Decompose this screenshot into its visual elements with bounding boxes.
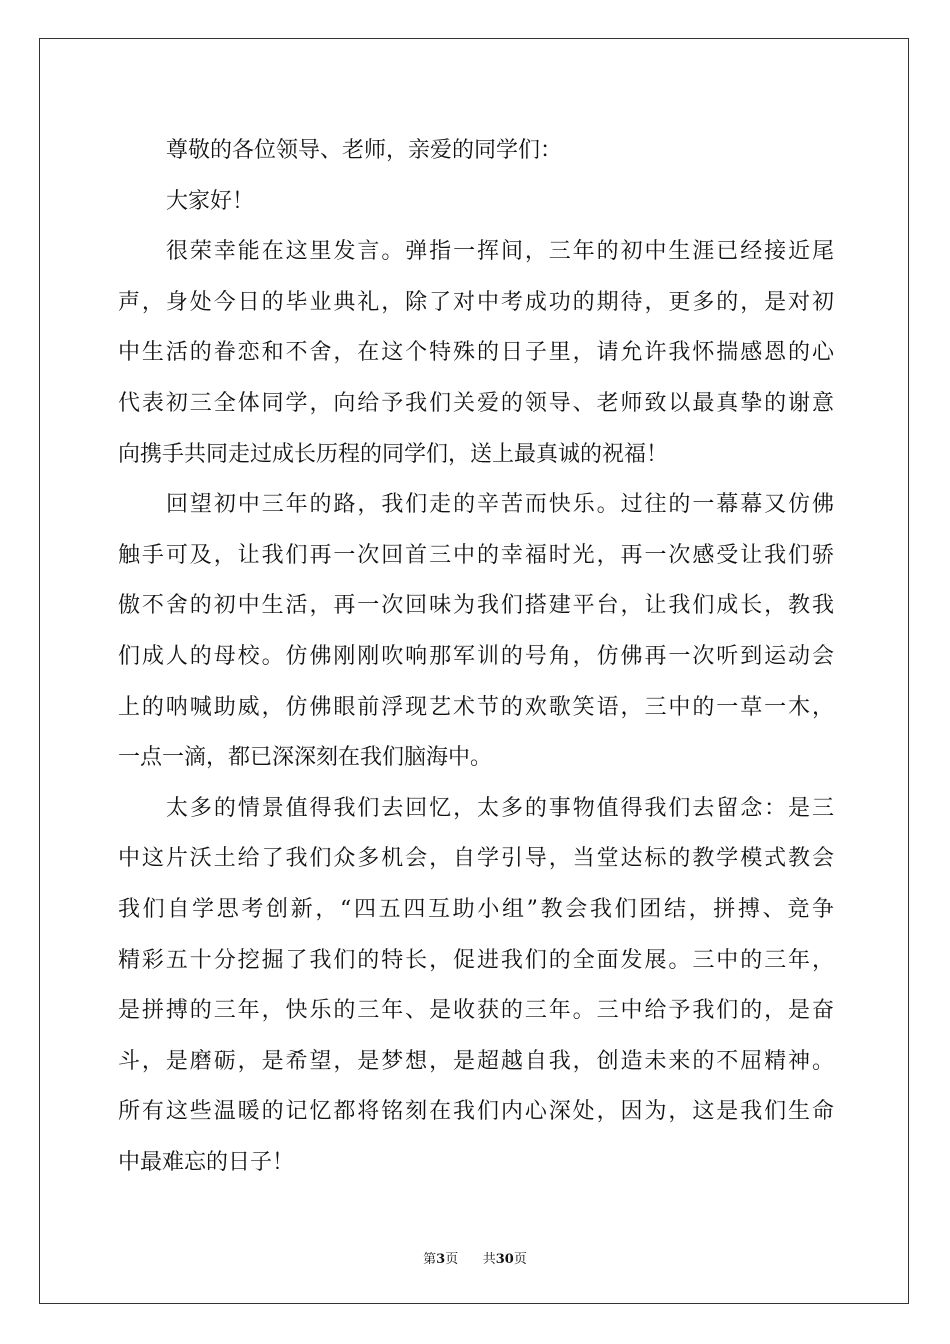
paragraph-line: 们成人的母校。仿佛刚刚吹响那军训的号角，仿佛再一次听到运动会 bbox=[118, 643, 834, 669]
paragraph-line: 一点一滴，都已深深刻在我们脑海中。 bbox=[118, 745, 493, 771]
paragraph-line: 触手可及，让我们再一次回首三中的幸福时光，再一次感受让我们骄 bbox=[118, 542, 834, 568]
paragraph-line: 精彩五十分挖掘了我们的特长，促进我们的全面发展。三中的三年， bbox=[118, 947, 834, 973]
paragraph-line: 代表初三全体同学，向给予我们关爱的领导、老师致以最真挚的谢意 bbox=[118, 390, 834, 416]
paragraph-line: 是拼搏的三年，快乐的三年、是收获的三年。三中给予我们的，是奋 bbox=[118, 998, 834, 1024]
paragraph-line: 向携手共同走过成长历程的同学们，送上最真诚的祝福！ bbox=[118, 441, 669, 467]
paragraph-line: 太多的情景值得我们去回忆，太多的事物值得我们去留念：是三 bbox=[166, 795, 834, 821]
page-suffix: 页 bbox=[445, 1252, 459, 1267]
paragraph-line: 上的呐喊助威，仿佛眼前浮现艺术节的欢歌笑语，三中的一草一木， bbox=[118, 694, 834, 720]
total-pages: 30 bbox=[495, 1252, 514, 1267]
paragraph-line: 斗，是磨砺，是希望，是梦想，是超越自我，创造未来的不屈精神。 bbox=[118, 1048, 834, 1074]
total-prefix: 共 bbox=[482, 1252, 496, 1267]
paragraph-line: 傲不舍的初中生活，再一次回味为我们搭建平台，让我们成长，教我 bbox=[118, 593, 834, 619]
paragraph-line: 回望初中三年的路，我们走的辛苦而快乐。过往的一幕幕又仿佛 bbox=[166, 492, 834, 518]
paragraph-line: 中这片沃土给了我们众多机会，自学引导，当堂达标的教学模式教会 bbox=[118, 846, 834, 872]
paragraph-line: 中生活的眷恋和不舍，在这个特殊的日子里，请允许我怀揣感恩的心 bbox=[118, 340, 834, 366]
page-prefix: 第 bbox=[423, 1252, 437, 1267]
paragraph-line: 所有这些温暖的记忆都将铭刻在我们内心深处，因为，这是我们生命 bbox=[118, 1099, 834, 1125]
total-suffix: 页 bbox=[513, 1252, 527, 1267]
paragraph-line: 声，身处今日的毕业典礼，除了对中考成功的期待，更多的，是对初 bbox=[118, 289, 834, 315]
document-body bbox=[118, 126, 834, 1188]
page-number: 3 bbox=[436, 1252, 446, 1267]
paragraph-line: 中最难忘的日子！ bbox=[118, 1149, 295, 1175]
salutation-line: 尊敬的各位领导、老师，亲爱的同学们： bbox=[166, 138, 563, 163]
page-footer bbox=[0, 1248, 950, 1267]
paragraph-line: 很荣幸能在这里发言。弹指一挥间，三年的初中生涯已经接近尾 bbox=[166, 239, 834, 265]
paragraph-line: 我们自学思考创新，“四五四互助小组”教会我们团结，拼搏、竞争 bbox=[118, 896, 834, 922]
greeting-line: 大家好！ bbox=[166, 188, 255, 214]
